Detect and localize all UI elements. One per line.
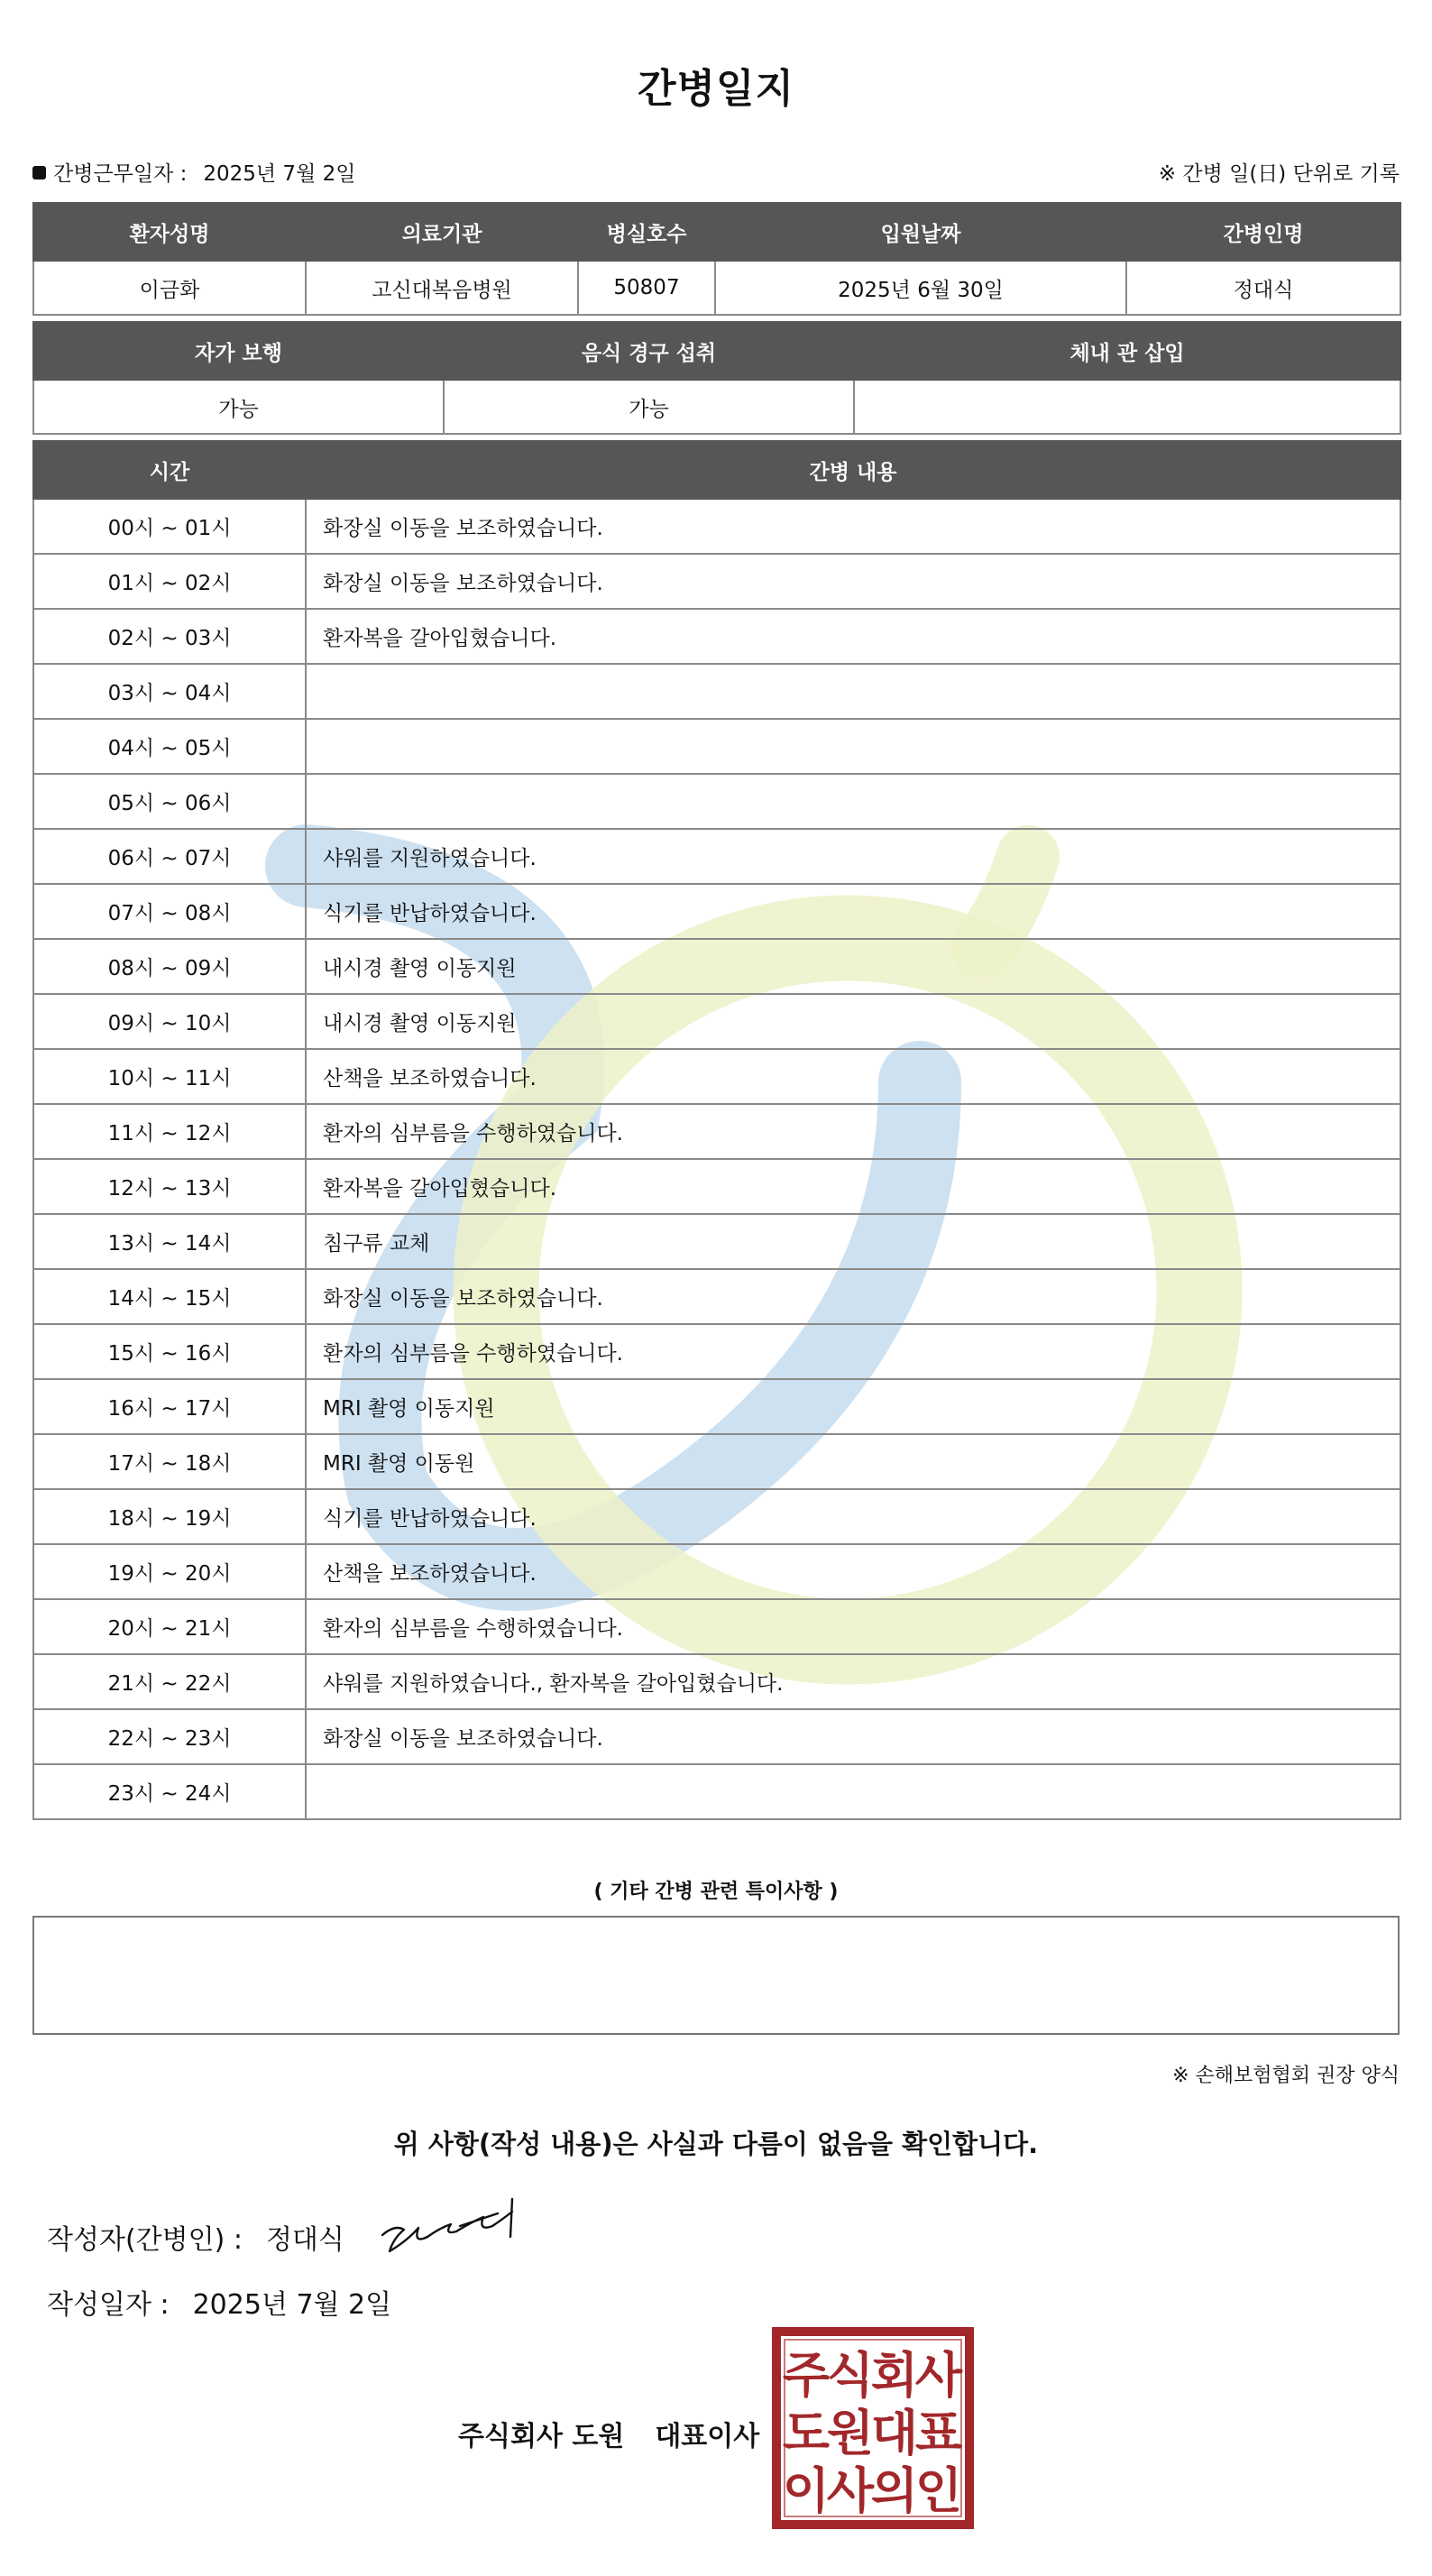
time-slot: 07시 ~ 08시 xyxy=(33,884,306,939)
seal-char: 대 xyxy=(870,2405,919,2461)
care-content: MRI 촬영 이동원 xyxy=(306,1434,1400,1489)
table-row xyxy=(33,1269,1400,1324)
work-date xyxy=(32,157,355,187)
header-patient-name: 환자성명 xyxy=(33,203,306,261)
time-slot: 19시 ~ 20시 xyxy=(33,1544,306,1599)
care-content: 환자복을 갈아입혔습니다. xyxy=(306,609,1400,664)
time-slot: 12시 ~ 13시 xyxy=(33,1159,306,1214)
seal-char: 의 xyxy=(870,2462,919,2519)
care-content: 화장실 이동을 보조하였습니다. xyxy=(306,554,1400,609)
time-slot: 23시 ~ 24시 xyxy=(33,1764,306,1819)
author-label: 작성자(간병인) : xyxy=(47,2224,243,2256)
table-row xyxy=(33,554,1400,609)
care-content: 산책을 보조하였습니다. xyxy=(306,1049,1400,1104)
care-content: MRI 촬영 이동지원 xyxy=(306,1379,1400,1434)
unit-note: ※ 간병 일(日) 단위로 기록 xyxy=(1158,162,1400,186)
patient-info-table xyxy=(32,202,1401,316)
time-slot: 11시 ~ 12시 xyxy=(33,1104,306,1159)
written-date-value: 2025년 7월 2일 xyxy=(192,2289,392,2321)
table-row xyxy=(33,664,1400,719)
care-content: 식기를 반납하였습니다. xyxy=(306,1489,1400,1544)
oral-intake-value: 가능 xyxy=(444,380,854,434)
seal-char: 이 xyxy=(782,2462,831,2519)
care-content: 산책을 보조하였습니다. xyxy=(306,1544,1400,1599)
time-slot: 04시 ~ 05시 xyxy=(33,719,306,774)
table-row xyxy=(33,1049,1400,1104)
ceo-label: 대표이사 xyxy=(655,2421,760,2452)
time-slot: 10시 ~ 11시 xyxy=(33,1049,306,1104)
care-content: 화장실 이동을 보조하였습니다. xyxy=(306,1269,1400,1324)
table-row xyxy=(33,1379,1400,1434)
header-room-number: 병실호수 xyxy=(578,203,715,261)
seal-char: 회 xyxy=(870,2347,919,2404)
table-row xyxy=(33,829,1400,884)
time-slot: 14시 ~ 15시 xyxy=(33,1269,306,1324)
time-slot: 05시 ~ 06시 xyxy=(33,774,306,829)
header-hospital: 의료기관 xyxy=(306,203,578,261)
header-caregiver-name: 간병인명 xyxy=(1126,203,1400,261)
table-row xyxy=(33,1324,1400,1379)
time-slot: 17시 ~ 18시 xyxy=(33,1434,306,1489)
time-slot: 15시 ~ 16시 xyxy=(33,1324,306,1379)
care-content: 환자의 심부름을 수행하였습니다. xyxy=(306,1104,1400,1159)
form-note: ※ 손해보험협회 권장 양식 xyxy=(1172,2065,1400,2087)
author-name: 정대식 xyxy=(265,2224,344,2256)
time-slot: 21시 ~ 22시 xyxy=(33,1654,306,1709)
care-content: 내시경 촬영 이동지원 xyxy=(306,994,1400,1049)
author-line xyxy=(47,2217,344,2257)
care-content xyxy=(306,664,1400,719)
patient-status-table xyxy=(32,321,1401,435)
time-slot: 20시 ~ 21시 xyxy=(33,1599,306,1654)
seal-char: 인 xyxy=(914,2462,963,2519)
care-content: 내시경 촬영 이동지원 xyxy=(306,939,1400,994)
table-row xyxy=(33,609,1400,664)
care-content xyxy=(306,719,1400,774)
header-oral-intake: 음식 경구 섭취 xyxy=(444,322,854,380)
header-self-walking: 자가 보행 xyxy=(33,322,444,380)
seal-char: 도 xyxy=(782,2405,831,2461)
time-slot: 03시 ~ 04시 xyxy=(33,664,306,719)
time-slot: 01시 ~ 02시 xyxy=(33,554,306,609)
seal-char: 사 xyxy=(826,2462,875,2519)
seal-char: 사 xyxy=(914,2347,963,2404)
seal-char: 표 xyxy=(914,2405,963,2461)
care-content: 환자의 심부름을 수행하였습니다. xyxy=(306,1324,1400,1379)
tube-insertion-value xyxy=(854,380,1400,434)
care-content: 침구류 교체 xyxy=(306,1214,1400,1269)
time-slot: 09시 ~ 10시 xyxy=(33,994,306,1049)
bullet-square-icon xyxy=(32,166,46,179)
table-row xyxy=(33,1709,1400,1764)
time-slot: 22시 ~ 23시 xyxy=(33,1709,306,1764)
care-content xyxy=(306,774,1400,829)
signature-image xyxy=(377,2192,521,2264)
care-content: 화장실 이동을 보조하였습니다. xyxy=(306,1709,1400,1764)
table-row xyxy=(33,774,1400,829)
care-content: 화장실 이동을 보조하였습니다. xyxy=(306,499,1400,554)
table-row xyxy=(33,1544,1400,1599)
table-row xyxy=(33,499,1400,554)
time-slot: 13시 ~ 14시 xyxy=(33,1214,306,1269)
seal-char: 원 xyxy=(826,2405,875,2461)
header-care-content: 간병 내용 xyxy=(306,441,1400,499)
table-row xyxy=(33,1489,1400,1544)
work-date-value: 2025년 7월 2일 xyxy=(203,162,356,186)
care-content xyxy=(306,1764,1400,1819)
header-admission-date: 입원날짜 xyxy=(715,203,1126,261)
care-content: 샤워를 지원하였습니다., 환자복을 갈아입혔습니다. xyxy=(306,1654,1400,1709)
company-name: 주식회사 도원 xyxy=(458,2421,625,2452)
table-row xyxy=(33,1104,1400,1159)
care-content: 샤워를 지원하였습니다. xyxy=(306,829,1400,884)
time-slot: 18시 ~ 19시 xyxy=(33,1489,306,1544)
self-walking-value: 가능 xyxy=(33,380,444,434)
company-line xyxy=(458,2414,759,2453)
table-row xyxy=(33,719,1400,774)
special-notes-label: ( 기타 간병 관련 특이사항 ) xyxy=(593,1881,839,1903)
table-row xyxy=(33,1434,1400,1489)
header-time: 시간 xyxy=(33,441,306,499)
table-row xyxy=(33,1654,1400,1709)
table-row xyxy=(33,939,1400,994)
time-slot: 02시 ~ 03시 xyxy=(33,609,306,664)
confirmation-statement: 위 사항(작성 내용)은 사실과 다름이 없음을 확인합니다. xyxy=(393,2129,1039,2159)
company-seal-stamp xyxy=(772,2327,974,2529)
care-content: 환자의 심부름을 수행하였습니다. xyxy=(306,1599,1400,1654)
hospital-name: 고신대복음병원 xyxy=(306,261,578,315)
care-content: 환자복을 갈아입혔습니다. xyxy=(306,1159,1400,1214)
time-slot: 08시 ~ 09시 xyxy=(33,939,306,994)
seal-char: 주 xyxy=(782,2347,831,2404)
table-row xyxy=(33,1159,1400,1214)
time-slot: 06시 ~ 07시 xyxy=(33,829,306,884)
patient-name: 이금화 xyxy=(33,261,306,315)
written-date-label: 작성일자 : xyxy=(47,2289,170,2321)
written-date-line xyxy=(47,2282,391,2322)
time-slot: 16시 ~ 17시 xyxy=(33,1379,306,1434)
page-title: 간병일지 xyxy=(637,66,794,112)
seal-char: 식 xyxy=(826,2347,875,2404)
caregiver-name: 정대식 xyxy=(1126,261,1400,315)
table-row xyxy=(33,1214,1400,1269)
care-log-table xyxy=(32,440,1401,1820)
header-tube-insertion: 체내 관 삽입 xyxy=(854,322,1400,380)
work-date-label: 간병근무일자 : xyxy=(53,162,188,186)
table-row xyxy=(33,1764,1400,1819)
table-row xyxy=(33,884,1400,939)
special-notes-box xyxy=(32,1916,1400,2035)
room-number: 50807 xyxy=(578,261,715,315)
table-row xyxy=(33,994,1400,1049)
time-slot: 00시 ~ 01시 xyxy=(33,499,306,554)
admission-date: 2025년 6월 30일 xyxy=(715,261,1126,315)
care-content: 식기를 반납하였습니다. xyxy=(306,884,1400,939)
table-row xyxy=(33,1599,1400,1654)
